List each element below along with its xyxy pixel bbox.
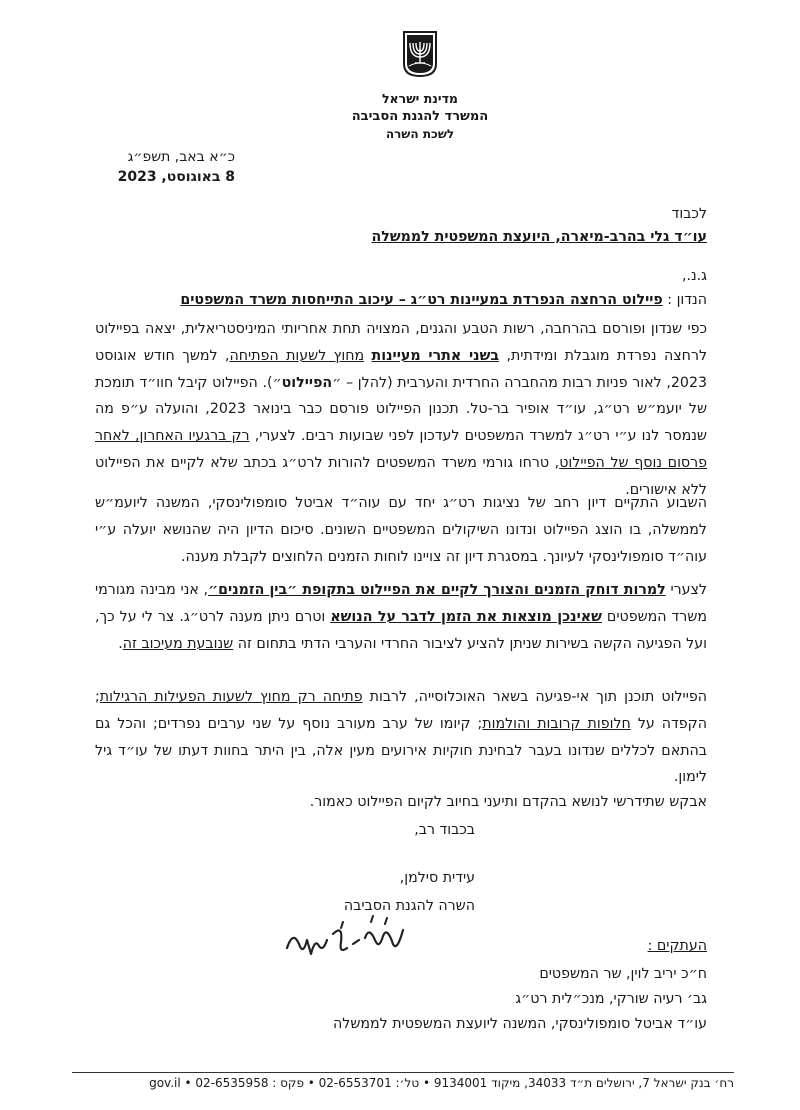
p3-emph-delay: שנובעת מעיכוב זה [122, 635, 234, 652]
p3-text-a: לצערי [670, 582, 707, 598]
state-emblem-icon [402, 30, 438, 78]
p3-text-c: , אני מבינה מגורמי משרד המשפטים [95, 582, 708, 625]
country-name: מדינת ישראל [382, 91, 458, 106]
greeting: ג.נ., [681, 268, 707, 284]
p4-emph-alternatives: חלופות קרובות והולמות [482, 715, 631, 732]
office-name: לשכת השרה [385, 127, 455, 141]
p1-text-a: כפי שנדון ופורסם בהרחבה, רשות הטבע והגנים, המצויה תחת אחריותי המיניסטריאלית, יצאה בפיילוט לרחצה נפרדת מוגבלת ומידתית, [95, 321, 708, 364]
date-gregorian: 8 באוגוסט, 2023 [117, 169, 235, 185]
copy-item-3: עו״ד אביטל סומפולינסקי, המשנה ליועצת המשפטית לממשלה [333, 1016, 707, 1032]
signer-title: השרה להגנת הסביבה [343, 898, 475, 914]
p1-emph-sites: בשני אתרי מעיינות [371, 347, 500, 364]
p1-emph-hours: מחוץ לשעות הפתיחה [229, 347, 365, 364]
p3-emph-time: למרות דוחק הזמנים והצורך לקיים את הפיילוט בתקופת ״בין הזמנים״ [208, 582, 666, 598]
date-hebrew: כ״א באב, תשפ״ג [127, 149, 235, 165]
recipient-to: לכבוד [671, 206, 707, 222]
p3-text-g: . [118, 635, 123, 652]
footer-contact: רח׳ בנק ישראל 7, ירושלים ת״ד 34033, מיקוד 9134001 • טל׳: 02-6553701 • פקס : 02-6535958 • gov.il [149, 1076, 734, 1090]
p1-text-h: , טרחו גורמי משרד המשפטים להורות לרט״ג בכתב שלא לקיים את הפיילוט ללא אישורים. [95, 454, 707, 498]
subject-text: פיילוט הרחצה הנפרדת במעיינות רט״ג – עיכוב התייחסות משרד המשפטים [180, 292, 663, 308]
copy-item-1: ח״כ יריב לוין, שר המשפטים [539, 966, 707, 982]
paragraph-4 [95, 684, 707, 791]
p4-text-a: הפיילוט תוכנן תוך אי-פגיעה בשאר האוכלוסייה, לרבות [369, 689, 707, 705]
p1-emph-last-moment: רק ברגעיו האחרון, לאחר פרסום נוסף של הפיילוט [95, 428, 708, 471]
p3-emph-no-time: שאינכן מוצאות את הזמן לדבר על הנושא [330, 608, 602, 625]
ministry-name: המשרד להגנת הסביבה [351, 109, 489, 124]
p4-emph-hours: פתיחה רק מחוץ לשעות הפעילות הרגילות [99, 689, 363, 705]
signature-image [283, 910, 408, 970]
p1-pilot-term: הפיילוט [281, 374, 333, 391]
copy-item-2: גב׳ רעיה שורקי, מנכ״לית רט״ג [515, 991, 707, 1007]
p1-text-f: ״). הפיילוט קיבל חוו״ד תומכת של יועמ״ש רט״ג, עו״ד אופיר בר-טל. תכנון הפיילוט פורסם כבר בינואר 2023, והועלה ע״פ מה שנמסר לנו ע״י רט״ג למשרד המשפטים לעדכון לפני שבועות רבים. לצערי, [95, 374, 708, 445]
paragraph-1 [95, 316, 707, 504]
subject-prefix: הנדון : [667, 292, 707, 308]
p4-text-e: ; קיומו של ערב מעורב נוסף על שני ערבים נפרדים; והכל גם בהתאם לכללים שנדונו בעבר לבחינת חוקיות אירועים מעין אלה, בין היתר בחוות דעתו של עו״ד גיל לימון. [95, 715, 707, 786]
paragraph-2: השבוע התקיים דיון רחב של נציגות רט״ג יחד עם עוה״ד אביטל סומפולינסקי, המשנה ליועמ״ש לממשלה, בו הוצג הפיילוט ונדונו השיקולים המשפטיים השונים. סיכום הדיון היה שהנושא יועלה ע״י עוה״ד סומפולינסקי לעיונך. במסגרת דיון זה צויינו לוחות הזמנים הלחוצים לקבלת מענה. [95, 495, 707, 565]
subject-line [180, 292, 707, 308]
p4-text-c: ; הקפדה על [95, 689, 707, 732]
paragraph-3 [95, 577, 707, 657]
p1-text-d: , למשך חודש אוגוסט 2023, לאור פניות רבות מהחברה החרדית והערבית (להלן – ״ [95, 347, 707, 391]
copies-heading: העתקים : [647, 938, 707, 954]
request-paragraph: אבקש שתידרשי לנושא בהקדם ותיעני בחיוב לקיום הפיילוט כאמור. [309, 794, 707, 810]
signer-name: עידית סילמן, [399, 870, 475, 886]
footer-divider [72, 1072, 734, 1073]
closing-regards: בכבוד רב, [414, 822, 475, 838]
recipient-name: עו״ד גלי בהרב-מיארה, היועצת המשפטית לממשלה [371, 229, 707, 245]
p3-text-e: וטרם ניתן מענה לרט״ג. צר לי על כך, ועל הפגיעה הקשה בשירות שניתן להציע לציבור החרדי והערבי הדתי בתחום זה [95, 608, 707, 652]
